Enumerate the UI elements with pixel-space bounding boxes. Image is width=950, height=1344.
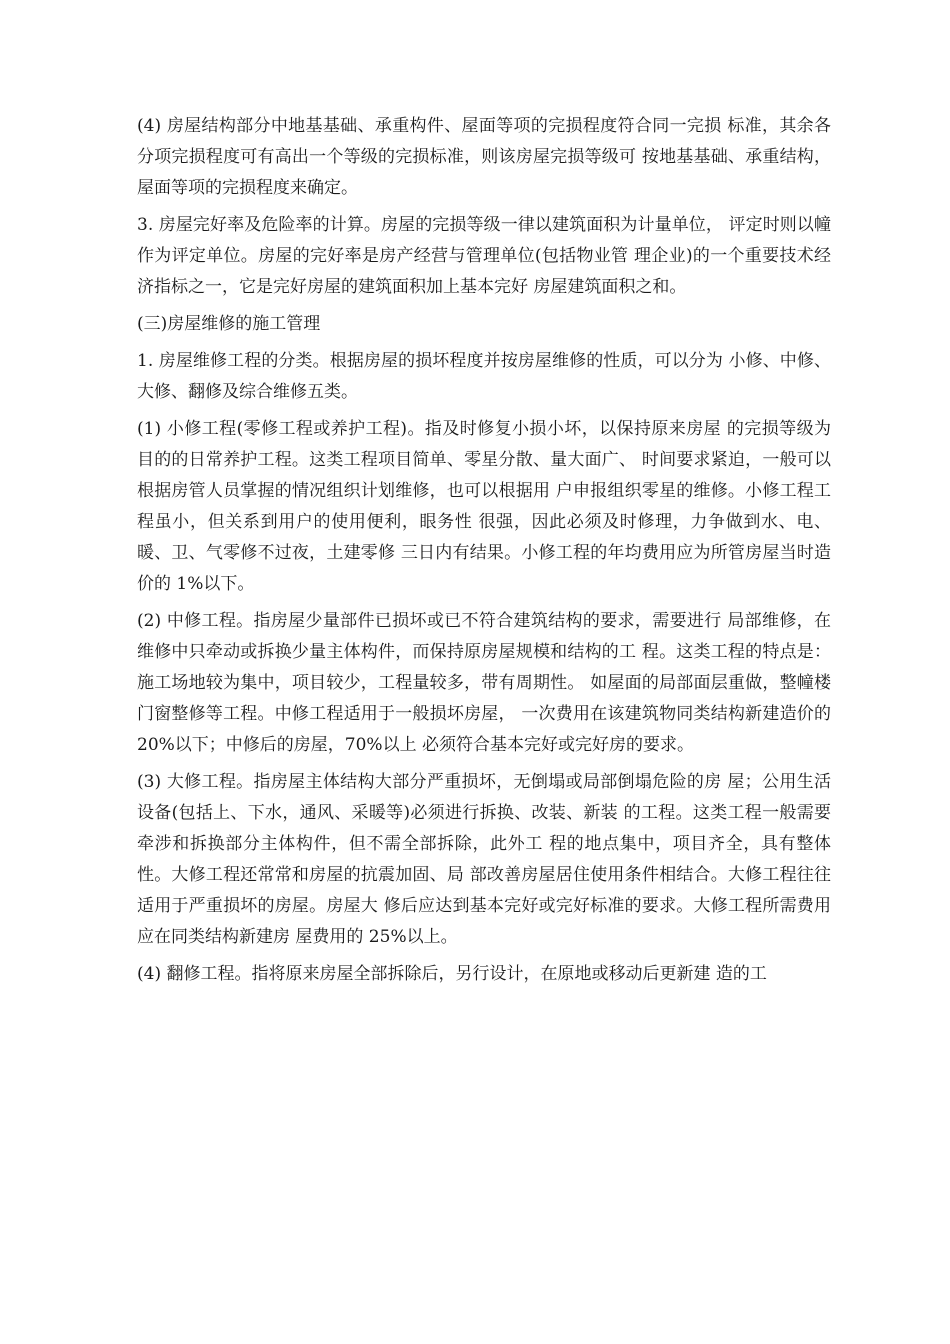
paragraph-major-repair: (3) 大修工程。指房屋主体结构大部分严重损坏，无倒塌或局部倒塌危险的房 屋；公用生活设备(包括上、下水，通风、采暖等)必须进行拆换、改装、新装 的工程。这类工程一般需要牵涉和拆换部分主体构件，但不需全部拆除，此外工 程的地点集中，项目齐全，具有整体性。大修工程还常常和房屋的抗震加固、局 部改善房屋居住使用条件相结合。大修工程往往适用于严重损坏的房屋。房屋大 修后应达到基本完好或完好标准的要求。大修工程所需费用应在同类结构新建房 屋费用的 25%以上。 [137, 772, 831, 947]
document-body [137, 111, 831, 996]
paragraph-3-intact-rate: 3. 房屋完好率及危险率的计算。房屋的完损等级一律以建筑面积为计量单位， 评定时则以幢作为评定单位。房屋的完好率是房产经营与管理单位(包括物业管 理企业)的一个重要技术经济指标之一，它是完好房屋的建筑面积加上基本完好 房屋建筑面积之和。 [137, 215, 831, 297]
paragraph-renovation: (4) 翻修工程。指将原来房屋全部拆除后，另行设计，在原地或移动后更新建 造的工 [137, 964, 767, 984]
paragraph-4-completeness-rule: (4) 房屋结构部分中地基基础、承重构件、屋面等项的完损程度符合同一完损 标准，其余各分项完损程度可有高出一个等级的完损标准，则该房屋完损等级可 按地基基础、承重结构，屋面等项的完损程度来确定。 [137, 116, 831, 198]
paragraph-medium-repair: (2) 中修工程。指房屋少量部件已损坏或已不符合建筑结构的要求，需要进行 局部维修，在维修中只牵动或拆换少量主体构件，而保持原房屋规模和结构的工 程。这类工程的特点是：施工场地较为集中，项目较少，工程量较多，带有周期性。 如屋面的局部面层重做，整幢楼门窗整修等工程。中修工程适用于一般损坏房屋， 一次费用在该建筑物同类结构新建造价的 20%以下；中修后的房屋，70%以上 必须符合基本完好或完好房的要求。 [137, 611, 831, 755]
paragraph-1-classification: 1. 房屋维修工程的分类。根据房屋的损坏程度并按房屋维修的性质，可以分为 小修、中修、大修、翻修及综合维修五类。 [137, 351, 831, 402]
section-heading-construction-management: (三)房屋维修的施工管理 [137, 314, 321, 334]
paragraph-minor-repair: (1) 小修工程(零修工程或养护工程)。指及时修复小损小坏，以保持原来房屋 的完损等级为目的的日常养护工程。这类工程项目简单、零星分散、量大面广、 时间要求紧迫，一般可以根据房管人员掌握的情况组织计划维修，也可以根据用 户申报组织零星的维修。小修工程工程虽小，但关系到用户的使用便利，眼务性 很强，因此必须及时修理，力争做到水、电、暖、卫、气零修不过夜，土建零修 三日内有结果。小修工程的年均费用应为所管房屋当时造价的 1%以下。 [137, 419, 831, 594]
